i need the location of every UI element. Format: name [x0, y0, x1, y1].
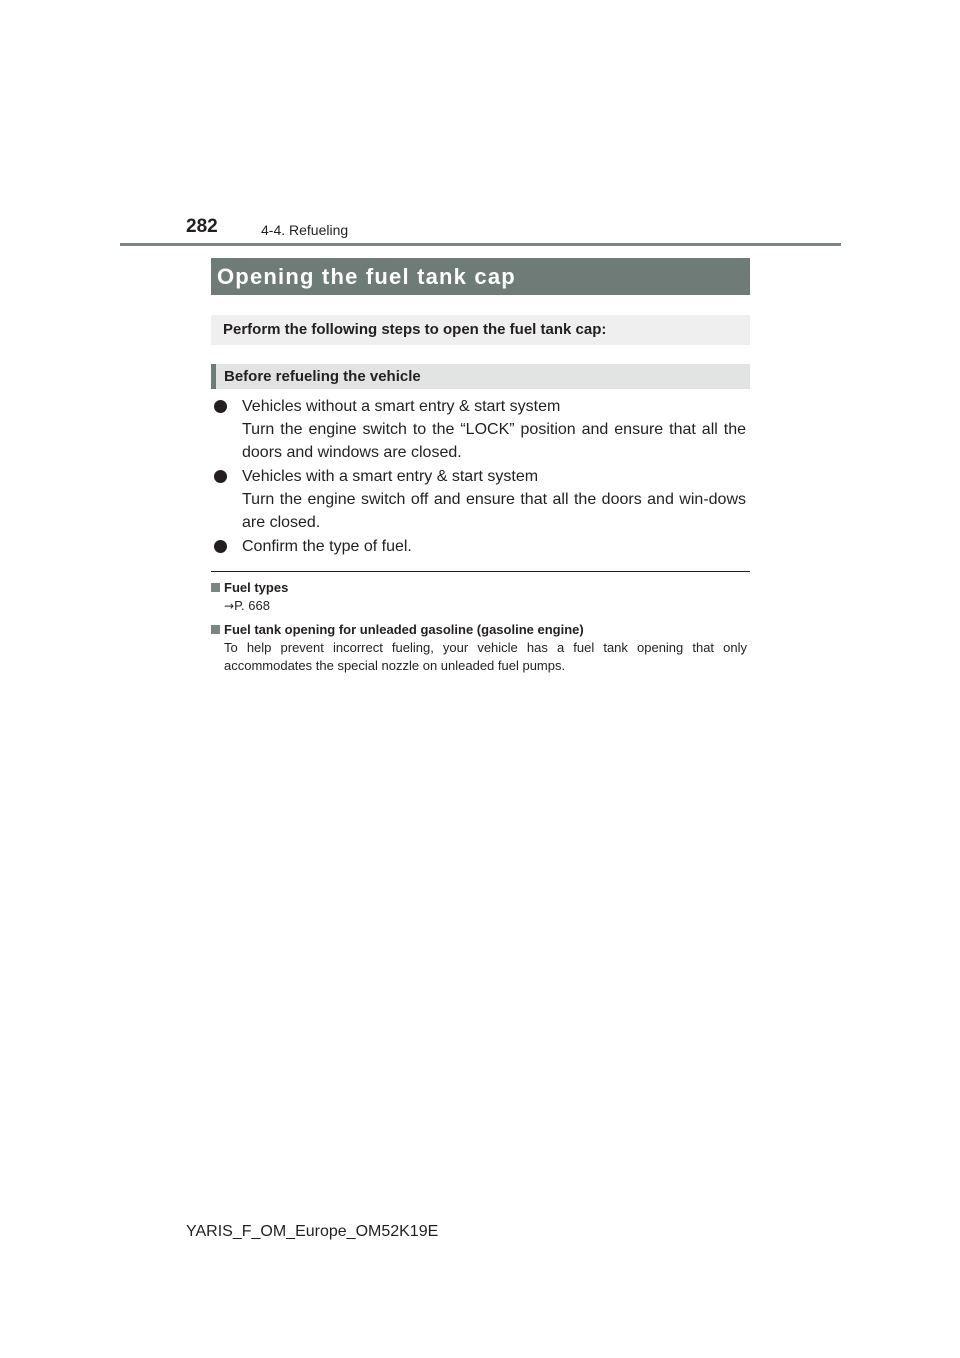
note-heading: Fuel tank opening for unleaded gasoline (gasoline engine)	[224, 622, 584, 637]
footer-document-id: YARIS_F_OM_Europe_OM52K19E	[186, 1223, 439, 1240]
bullet-item	[214, 535, 746, 558]
bullet-description: Turn the engine switch off and ensure that all the doors and win-dows are closed.	[242, 491, 746, 531]
note-fuel-types	[211, 579, 747, 615]
subheading: Before refueling the vehicle	[211, 364, 750, 389]
page-reference-link[interactable]: P. 668	[234, 598, 270, 613]
page-title: Opening the fuel tank cap	[211, 258, 750, 295]
bullet-title: Vehicles with a smart entry & start system	[242, 468, 539, 485]
square-bullet-icon	[211, 583, 220, 592]
section-divider	[211, 571, 750, 572]
note-fuel-tank-opening	[211, 621, 747, 675]
arrow-right-icon: →	[224, 599, 235, 613]
bullet-list	[214, 395, 746, 559]
bullet-title: Vehicles without a smart entry & start system	[242, 398, 561, 415]
bullet-dot-icon	[214, 400, 227, 413]
header-rule	[120, 243, 841, 246]
page-number: 282	[186, 216, 218, 237]
square-bullet-icon	[211, 625, 220, 634]
intro-text: Perform the following steps to open the fuel tank cap:	[211, 315, 750, 345]
notes	[211, 579, 747, 681]
note-text: To help prevent incorrect fueling, your vehicle has a fuel tank opening that only accommodates the special nozzle on unleaded fuel pumps.	[224, 640, 747, 673]
bullet-description: Turn the engine switch to the “LOCK” position and ensure that all the doors and windows are closed.	[242, 421, 746, 461]
bullet-item	[214, 395, 746, 464]
bullet-dot-icon	[214, 470, 227, 483]
bullet-title: Confirm the type of fuel.	[242, 538, 412, 555]
bullet-item	[214, 465, 746, 534]
note-heading: Fuel types	[224, 580, 289, 595]
bullet-dot-icon	[214, 540, 227, 553]
section-label: 4-4. Refueling	[261, 222, 349, 238]
